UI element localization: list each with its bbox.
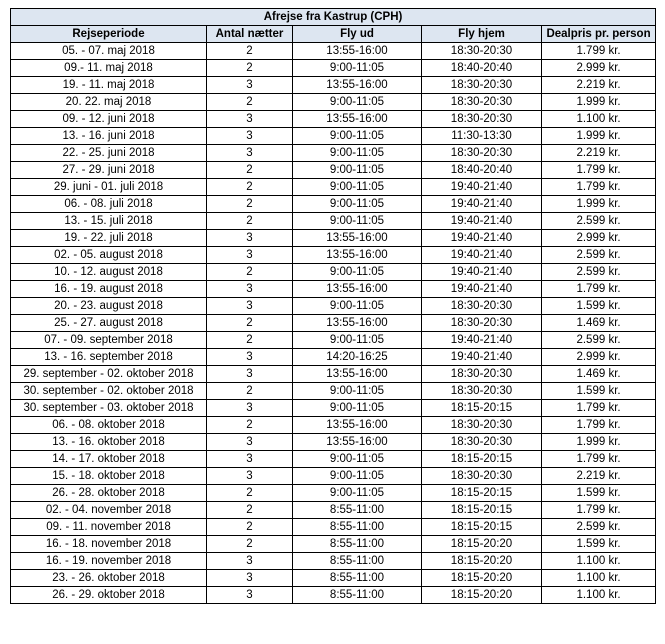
- table-row: [11, 366, 656, 383]
- cell-outbound-flight: 9:00-11:05: [293, 179, 422, 196]
- cell-deal-price: 2.599 kr.: [542, 332, 656, 349]
- cell-travel-period: 19. - 22. juli 2018: [11, 230, 207, 247]
- cell-travel-period: 15. - 18. oktober 2018: [11, 468, 207, 485]
- cell-outbound-flight: 13:55-16:00: [293, 281, 422, 298]
- table-row: [11, 94, 656, 111]
- cell-deal-price: 2.999 kr.: [542, 60, 656, 77]
- cell-deal-price: 1.599 kr.: [542, 383, 656, 400]
- cell-return-flight: 18:30-20:30: [422, 366, 542, 383]
- header-return-flight: Fly hjem: [422, 26, 542, 43]
- table-row: [11, 179, 656, 196]
- table-title: Afrejse fra Kastrup (CPH): [11, 9, 656, 26]
- cell-deal-price: 2.599 kr.: [542, 519, 656, 536]
- cell-outbound-flight: 14:20-16:25: [293, 349, 422, 366]
- cell-outbound-flight: 8:55-11:00: [293, 587, 422, 604]
- cell-travel-period: 13. - 16. oktober 2018: [11, 434, 207, 451]
- cell-deal-price: 1.799 kr.: [542, 179, 656, 196]
- cell-travel-period: 23. - 26. oktober 2018: [11, 570, 207, 587]
- table-row: [11, 485, 656, 502]
- table-row: [11, 145, 656, 162]
- cell-outbound-flight: 13:55-16:00: [293, 434, 422, 451]
- cell-deal-price: 1.999 kr.: [542, 94, 656, 111]
- cell-nights: 3: [207, 247, 293, 264]
- cell-return-flight: 18:15-20:20: [422, 587, 542, 604]
- cell-deal-price: 1.799 kr.: [542, 162, 656, 179]
- header-travel-period: Rejseperiode: [11, 26, 207, 43]
- cell-travel-period: 25. - 27. august 2018: [11, 315, 207, 332]
- cell-travel-period: 14. - 17. oktober 2018: [11, 451, 207, 468]
- table-row: [11, 536, 656, 553]
- table-row: [11, 502, 656, 519]
- cell-return-flight: 19:40-21:40: [422, 349, 542, 366]
- cell-travel-period: 13. - 16. september 2018: [11, 349, 207, 366]
- cell-outbound-flight: 13:55-16:00: [293, 43, 422, 60]
- cell-travel-period: 20. 22. maj 2018: [11, 94, 207, 111]
- cell-outbound-flight: 9:00-11:05: [293, 128, 422, 145]
- cell-travel-period: 06. - 08. juli 2018: [11, 196, 207, 213]
- table-row: [11, 162, 656, 179]
- cell-deal-price: 1.599 kr.: [542, 485, 656, 502]
- table-header-row: [11, 26, 656, 43]
- cell-return-flight: 18:30-20:30: [422, 298, 542, 315]
- cell-nights: 2: [207, 383, 293, 400]
- table-body: [11, 43, 656, 604]
- cell-travel-period: 09.- 11. maj 2018: [11, 60, 207, 77]
- table-row: [11, 247, 656, 264]
- cell-travel-period: 02. - 04. november 2018: [11, 502, 207, 519]
- cell-return-flight: 18:15-20:15: [422, 502, 542, 519]
- cell-return-flight: 19:40-21:40: [422, 179, 542, 196]
- table-row: [11, 60, 656, 77]
- cell-deal-price: 1.100 kr.: [542, 111, 656, 128]
- cell-deal-price: 2.599 kr.: [542, 264, 656, 281]
- cell-return-flight: 18:30-20:30: [422, 145, 542, 162]
- cell-nights: 2: [207, 196, 293, 213]
- cell-travel-period: 13. - 16. juni 2018: [11, 128, 207, 145]
- cell-nights: 3: [207, 77, 293, 94]
- cell-return-flight: 19:40-21:40: [422, 196, 542, 213]
- table-row: [11, 230, 656, 247]
- cell-deal-price: 2.219 kr.: [542, 77, 656, 94]
- cell-travel-period: 19. - 11. maj 2018: [11, 77, 207, 94]
- header-outbound-flight: Fly ud: [293, 26, 422, 43]
- cell-travel-period: 22. - 25. juni 2018: [11, 145, 207, 162]
- table-row: [11, 77, 656, 94]
- cell-nights: 2: [207, 264, 293, 281]
- cell-return-flight: 18:15-20:15: [422, 485, 542, 502]
- cell-return-flight: 18:30-20:30: [422, 94, 542, 111]
- cell-nights: 3: [207, 230, 293, 247]
- cell-travel-period: 29. september - 02. oktober 2018: [11, 366, 207, 383]
- table-title-row: [11, 9, 656, 26]
- cell-outbound-flight: 13:55-16:00: [293, 77, 422, 94]
- cell-deal-price: 2.999 kr.: [542, 230, 656, 247]
- cell-outbound-flight: 9:00-11:05: [293, 298, 422, 315]
- cell-outbound-flight: 9:00-11:05: [293, 485, 422, 502]
- cell-return-flight: 18:15-20:20: [422, 570, 542, 587]
- header-deal-price: Dealpris pr. person: [542, 26, 656, 43]
- table-row: [11, 570, 656, 587]
- cell-deal-price: 1.799 kr.: [542, 417, 656, 434]
- cell-travel-period: 06. - 08. oktober 2018: [11, 417, 207, 434]
- cell-return-flight: 18:30-20:30: [422, 434, 542, 451]
- cell-return-flight: 18:30-20:30: [422, 315, 542, 332]
- cell-nights: 3: [207, 434, 293, 451]
- cell-deal-price: 1.100 kr.: [542, 570, 656, 587]
- cell-deal-price: 1.999 kr.: [542, 434, 656, 451]
- cell-outbound-flight: 9:00-11:05: [293, 400, 422, 417]
- cell-nights: 2: [207, 94, 293, 111]
- cell-deal-price: 1.100 kr.: [542, 587, 656, 604]
- cell-nights: 2: [207, 485, 293, 502]
- cell-return-flight: 19:40-21:40: [422, 264, 542, 281]
- cell-deal-price: 1.799 kr.: [542, 43, 656, 60]
- cell-return-flight: 18:15-20:15: [422, 451, 542, 468]
- cell-outbound-flight: 9:00-11:05: [293, 383, 422, 400]
- cell-deal-price: 1.599 kr.: [542, 536, 656, 553]
- cell-deal-price: 1.799 kr.: [542, 502, 656, 519]
- cell-nights: 2: [207, 536, 293, 553]
- cell-return-flight: 11:30-13:30: [422, 128, 542, 145]
- cell-travel-period: 09. - 12. juni 2018: [11, 111, 207, 128]
- cell-travel-period: 10. - 12. august 2018: [11, 264, 207, 281]
- cell-return-flight: 18:40-20:40: [422, 60, 542, 77]
- cell-outbound-flight: 13:55-16:00: [293, 315, 422, 332]
- cell-travel-period: 30. september - 03. oktober 2018: [11, 400, 207, 417]
- cell-return-flight: 18:15-20:20: [422, 553, 542, 570]
- cell-travel-period: 09. - 11. november 2018: [11, 519, 207, 536]
- cell-return-flight: 18:30-20:30: [422, 383, 542, 400]
- cell-travel-period: 02. - 05. august 2018: [11, 247, 207, 264]
- cell-outbound-flight: 9:00-11:05: [293, 213, 422, 230]
- cell-nights: 3: [207, 298, 293, 315]
- cell-return-flight: 18:30-20:30: [422, 43, 542, 60]
- cell-outbound-flight: 9:00-11:05: [293, 332, 422, 349]
- table-row: [11, 315, 656, 332]
- cell-return-flight: 18:30-20:30: [422, 417, 542, 434]
- cell-outbound-flight: 9:00-11:05: [293, 145, 422, 162]
- table-row: [11, 128, 656, 145]
- cell-travel-period: 27. - 29. juni 2018: [11, 162, 207, 179]
- cell-outbound-flight: 13:55-16:00: [293, 247, 422, 264]
- cell-deal-price: 2.219 kr.: [542, 468, 656, 485]
- table-row: [11, 196, 656, 213]
- cell-nights: 3: [207, 349, 293, 366]
- flight-deals-table: [10, 8, 656, 604]
- cell-nights: 2: [207, 417, 293, 434]
- table-row: [11, 264, 656, 281]
- cell-return-flight: 19:40-21:40: [422, 247, 542, 264]
- table-row: [11, 553, 656, 570]
- table-row: [11, 417, 656, 434]
- cell-nights: 3: [207, 451, 293, 468]
- cell-deal-price: 2.599 kr.: [542, 213, 656, 230]
- cell-deal-price: 1.999 kr.: [542, 128, 656, 145]
- table-row: [11, 281, 656, 298]
- cell-nights: 3: [207, 587, 293, 604]
- cell-nights: 2: [207, 60, 293, 77]
- cell-deal-price: 1.100 kr.: [542, 553, 656, 570]
- cell-outbound-flight: 13:55-16:00: [293, 111, 422, 128]
- cell-deal-price: 1.469 kr.: [542, 366, 656, 383]
- cell-return-flight: 18:30-20:30: [422, 111, 542, 128]
- cell-return-flight: 19:40-21:40: [422, 230, 542, 247]
- cell-nights: 2: [207, 162, 293, 179]
- cell-nights: 2: [207, 315, 293, 332]
- cell-nights: 3: [207, 128, 293, 145]
- cell-outbound-flight: 9:00-11:05: [293, 196, 422, 213]
- cell-travel-period: 07. - 09. september 2018: [11, 332, 207, 349]
- cell-nights: 2: [207, 332, 293, 349]
- cell-outbound-flight: 9:00-11:05: [293, 451, 422, 468]
- cell-return-flight: 18:15-20:20: [422, 536, 542, 553]
- cell-nights: 3: [207, 366, 293, 383]
- flight-deals-table-container: [10, 8, 656, 604]
- cell-travel-period: 16. - 18. november 2018: [11, 536, 207, 553]
- cell-deal-price: 1.799 kr.: [542, 400, 656, 417]
- cell-travel-period: 16. - 19. november 2018: [11, 553, 207, 570]
- cell-deal-price: 1.799 kr.: [542, 281, 656, 298]
- cell-nights: 3: [207, 468, 293, 485]
- cell-deal-price: 1.799 kr.: [542, 451, 656, 468]
- table-row: [11, 400, 656, 417]
- cell-nights: 2: [207, 213, 293, 230]
- cell-outbound-flight: 9:00-11:05: [293, 94, 422, 111]
- cell-travel-period: 26. - 29. oktober 2018: [11, 587, 207, 604]
- cell-outbound-flight: 13:55-16:00: [293, 366, 422, 383]
- table-row: [11, 383, 656, 400]
- table-row: [11, 349, 656, 366]
- cell-return-flight: 19:40-21:40: [422, 332, 542, 349]
- cell-deal-price: 2.219 kr.: [542, 145, 656, 162]
- table-row: [11, 298, 656, 315]
- cell-nights: 3: [207, 281, 293, 298]
- cell-outbound-flight: 8:55-11:00: [293, 570, 422, 587]
- table-row: [11, 43, 656, 60]
- cell-return-flight: 18:30-20:30: [422, 468, 542, 485]
- cell-nights: 2: [207, 43, 293, 60]
- table-row: [11, 451, 656, 468]
- cell-deal-price: 2.599 kr.: [542, 247, 656, 264]
- cell-nights: 3: [207, 553, 293, 570]
- table-row: [11, 468, 656, 485]
- header-nights: Antal nætter: [207, 26, 293, 43]
- cell-nights: 3: [207, 400, 293, 417]
- cell-return-flight: 18:15-20:15: [422, 519, 542, 536]
- cell-travel-period: 20. - 23. august 2018: [11, 298, 207, 315]
- cell-travel-period: 13. - 15. juli 2018: [11, 213, 207, 230]
- cell-outbound-flight: 9:00-11:05: [293, 60, 422, 77]
- cell-deal-price: 1.999 kr.: [542, 196, 656, 213]
- table-row: [11, 213, 656, 230]
- cell-return-flight: 18:40-20:40: [422, 162, 542, 179]
- cell-outbound-flight: 9:00-11:05: [293, 468, 422, 485]
- cell-outbound-flight: 8:55-11:00: [293, 519, 422, 536]
- cell-deal-price: 1.469 kr.: [542, 315, 656, 332]
- cell-travel-period: 16. - 19. august 2018: [11, 281, 207, 298]
- cell-nights: 2: [207, 502, 293, 519]
- cell-outbound-flight: 9:00-11:05: [293, 162, 422, 179]
- table-row: [11, 519, 656, 536]
- cell-nights: 2: [207, 519, 293, 536]
- cell-return-flight: 18:15-20:15: [422, 400, 542, 417]
- cell-return-flight: 19:40-21:40: [422, 213, 542, 230]
- cell-deal-price: 2.999 kr.: [542, 349, 656, 366]
- table-row: [11, 434, 656, 451]
- table-row: [11, 111, 656, 128]
- table-row: [11, 332, 656, 349]
- cell-return-flight: 18:30-20:30: [422, 77, 542, 94]
- cell-travel-period: 29. juni - 01. juli 2018: [11, 179, 207, 196]
- cell-outbound-flight: 8:55-11:00: [293, 502, 422, 519]
- cell-outbound-flight: 13:55-16:00: [293, 417, 422, 434]
- cell-nights: 3: [207, 145, 293, 162]
- cell-travel-period: 30. september - 02. oktober 2018: [11, 383, 207, 400]
- cell-travel-period: 05. - 07. maj 2018: [11, 43, 207, 60]
- cell-return-flight: 19:40-21:40: [422, 281, 542, 298]
- cell-travel-period: 26. - 28. oktober 2018: [11, 485, 207, 502]
- cell-outbound-flight: 9:00-11:05: [293, 264, 422, 281]
- cell-nights: 3: [207, 111, 293, 128]
- cell-outbound-flight: 13:55-16:00: [293, 230, 422, 247]
- table-row: [11, 587, 656, 604]
- cell-outbound-flight: 8:55-11:00: [293, 553, 422, 570]
- cell-nights: 3: [207, 570, 293, 587]
- cell-outbound-flight: 8:55-11:00: [293, 536, 422, 553]
- cell-deal-price: 1.599 kr.: [542, 298, 656, 315]
- cell-nights: 2: [207, 179, 293, 196]
